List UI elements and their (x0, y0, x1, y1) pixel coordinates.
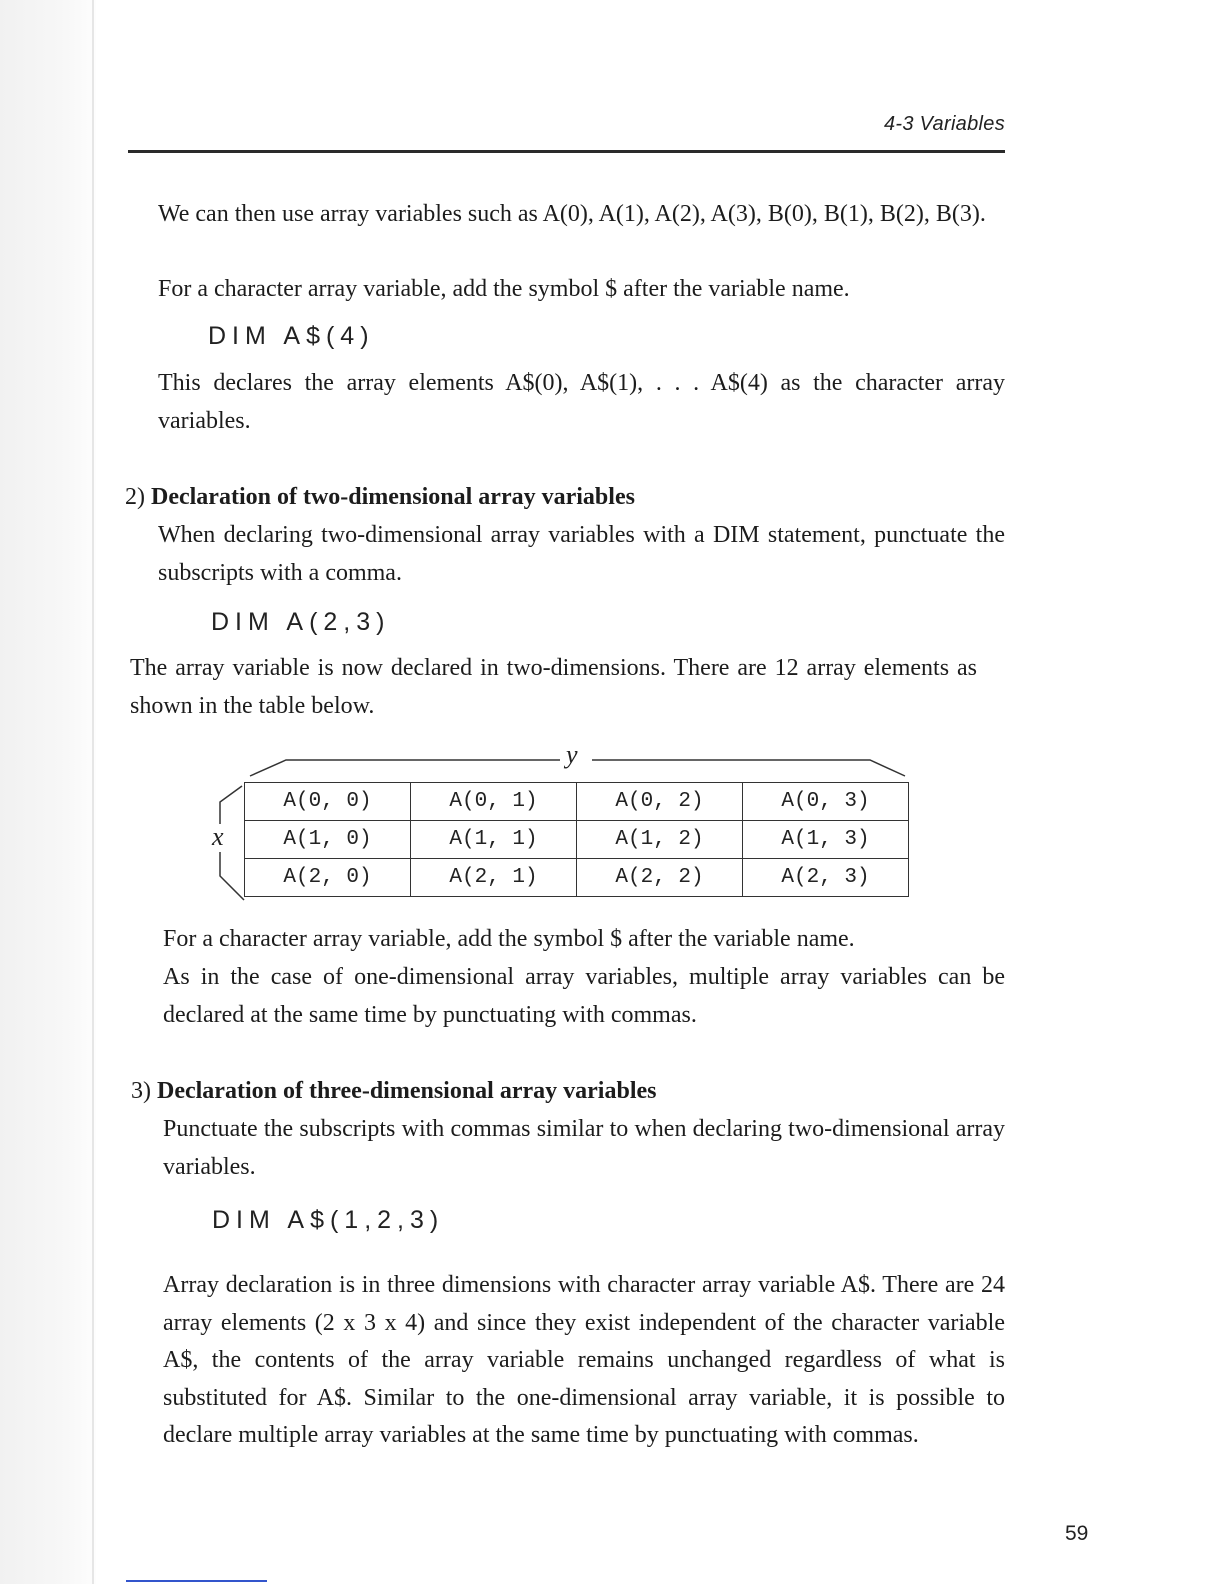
table-row (245, 783, 909, 821)
paragraph-multiple-arrays: As in the case of one-dimensional array variables, multiple array variables can be declared at the same time by punctuating with commas. (163, 964, 1005, 1028)
page-edge (92, 0, 94, 1584)
running-head: 4-3 Variables (884, 113, 1005, 135)
y-arrow-left-line (250, 760, 560, 776)
y-axis-label: y (566, 740, 578, 769)
paragraph-array-examples: We can then use array variables such as A(0), A(1), A(2), A(3), B(0), B(1), B(2), B(3). (158, 201, 986, 227)
table-cell: A(2, 0) (245, 859, 411, 897)
section-number: 3) (131, 1078, 151, 1104)
table-cell: A(1, 2) (577, 821, 743, 859)
code-dim-a-2-3: DIM A(2,3) (211, 608, 391, 636)
paragraph-character-array-1: For a character array variable, add the symbol $ after the variable name. (158, 276, 850, 302)
table-cell: A(1, 0) (245, 821, 411, 859)
table-row (245, 859, 909, 897)
y-arrow-right-line (592, 760, 905, 776)
table-row (245, 821, 909, 859)
section-heading-2d (125, 479, 635, 516)
table-cell: A(1, 3) (743, 821, 909, 859)
table-cell: A(2, 2) (577, 859, 743, 897)
section-heading-3d (131, 1073, 656, 1110)
paragraph-3d-punctuate: Punctuate the subscripts with commas similar to when declaring two-dimensional array variables. (163, 1116, 1005, 1180)
section-title: Declaration of three-dimensional array variables (157, 1078, 657, 1104)
paragraph-declares-elements: This declares the array elements A$(0), A$(1), . . . A$(4) as the character array variables. (158, 370, 1005, 434)
section-title: Declaration of two-dimensional array variables (151, 484, 635, 510)
x-arrow-bottom-line (220, 852, 244, 900)
table-cell: A(0, 3) (743, 783, 909, 821)
paragraph-3d-explanation: Array declaration is in three dimensions with character array variable A$. There are 24 array elements (2 x 3 x 4) and since they exist independent of the character variable A$, the contents of the array variable remains unchanged regardless of what is substituted for A$. Similar to the one-dimensional array variable, it is possible to declare multiple array variables at the same time by punctuating with commas. (163, 1272, 1005, 1448)
scan-shadow (0, 0, 96, 1584)
table-cell: A(1, 1) (411, 821, 577, 859)
table-cell: A(0, 2) (577, 783, 743, 821)
array-elements-table (244, 782, 909, 897)
paragraph-character-array-2: For a character array variable, add the symbol $ after the variable name. (163, 926, 855, 952)
x-axis-label: x (212, 822, 224, 851)
code-dim-a-string-4: DIM A$(4) (208, 322, 375, 350)
paragraph-2d-declaring: When declaring two-dimensional array variables with a DIM statement, punctuate the subscripts with a comma. (158, 522, 1005, 586)
footer-mark (126, 1580, 267, 1582)
table-cell: A(2, 3) (743, 859, 909, 897)
section-number: 2) (125, 484, 145, 510)
table-cell: A(2, 1) (411, 859, 577, 897)
paragraph-12-elements: The array variable is now declared in two-dimensions. There are 12 array elements as shown in the table below. (130, 655, 977, 719)
header-rule (128, 150, 1005, 153)
code-dim-a-string-1-2-3: DIM A$(1,2,3) (212, 1206, 445, 1234)
x-arrow-top-line (220, 786, 242, 824)
table-cell: A(0, 0) (245, 783, 411, 821)
page-number: 59 (1065, 1522, 1089, 1545)
table-cell: A(0, 1) (411, 783, 577, 821)
